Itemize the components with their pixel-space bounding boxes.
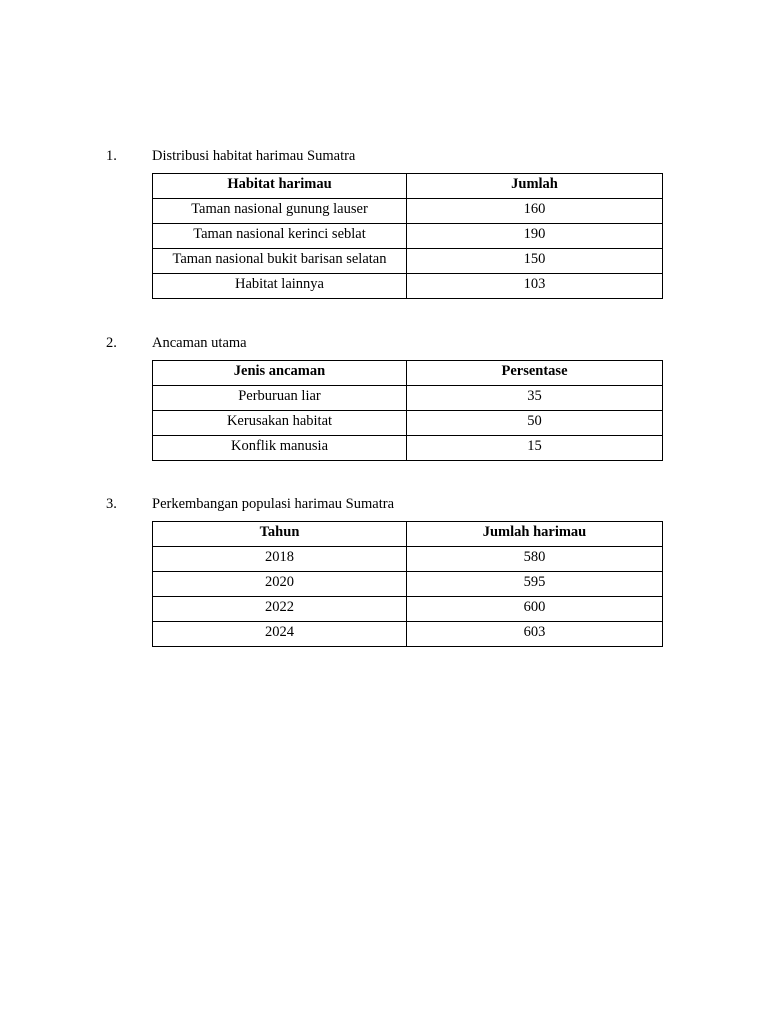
column-header: Jumlah <box>407 174 663 199</box>
table-row <box>153 199 663 224</box>
table-row <box>153 386 663 411</box>
table-row <box>153 249 663 274</box>
column-header: Tahun <box>153 522 407 547</box>
section-title: Perkembangan populasi harimau Sumatra <box>152 496 395 512</box>
table-cell: 580 <box>407 547 663 572</box>
list-number: 3. <box>106 496 117 512</box>
table-cell: 2020 <box>153 572 407 597</box>
table-row <box>153 597 663 622</box>
table-cell: Taman nasional kerinci seblat <box>153 224 407 249</box>
table-cell: 35 <box>407 386 663 411</box>
table-cell: Taman nasional bukit barisan selatan <box>153 249 407 274</box>
table-cell: 2024 <box>153 622 407 647</box>
column-header: Jumlah harimau <box>407 522 663 547</box>
table-row <box>153 572 663 597</box>
table-cell: Konflik manusia <box>153 436 407 461</box>
table-row <box>153 274 663 299</box>
column-header: Jenis ancaman <box>153 361 407 386</box>
list-number: 1. <box>106 148 117 164</box>
table-cell: 190 <box>407 224 663 249</box>
table-header-row <box>153 361 663 386</box>
threats-table <box>152 360 663 461</box>
column-header: Habitat harimau <box>153 174 407 199</box>
table-cell: Habitat lainnya <box>153 274 407 299</box>
table-header-row <box>153 174 663 199</box>
table-row <box>153 622 663 647</box>
table-row <box>153 547 663 572</box>
habitat-table <box>152 173 663 299</box>
list-number: 2. <box>106 335 117 351</box>
table-cell: 150 <box>407 249 663 274</box>
table-cell: 595 <box>407 572 663 597</box>
table-cell: Perburuan liar <box>153 386 407 411</box>
column-header: Persentase <box>407 361 663 386</box>
table-row <box>153 411 663 436</box>
section-title: Ancaman utama <box>152 335 247 351</box>
table-cell: Kerusakan habitat <box>153 411 407 436</box>
section-title: Distribusi habitat harimau Sumatra <box>152 148 356 164</box>
table-cell: 600 <box>407 597 663 622</box>
table-header-row <box>153 522 663 547</box>
table-cell: 2018 <box>153 547 407 572</box>
table-row <box>153 224 663 249</box>
population-table <box>152 521 663 647</box>
table-cell: 603 <box>407 622 663 647</box>
table-cell: 103 <box>407 274 663 299</box>
table-cell: 15 <box>407 436 663 461</box>
table-cell: Taman nasional gunung lauser <box>153 199 407 224</box>
table-cell: 2022 <box>153 597 407 622</box>
table-cell: 160 <box>407 199 663 224</box>
table-cell: 50 <box>407 411 663 436</box>
table-row <box>153 436 663 461</box>
